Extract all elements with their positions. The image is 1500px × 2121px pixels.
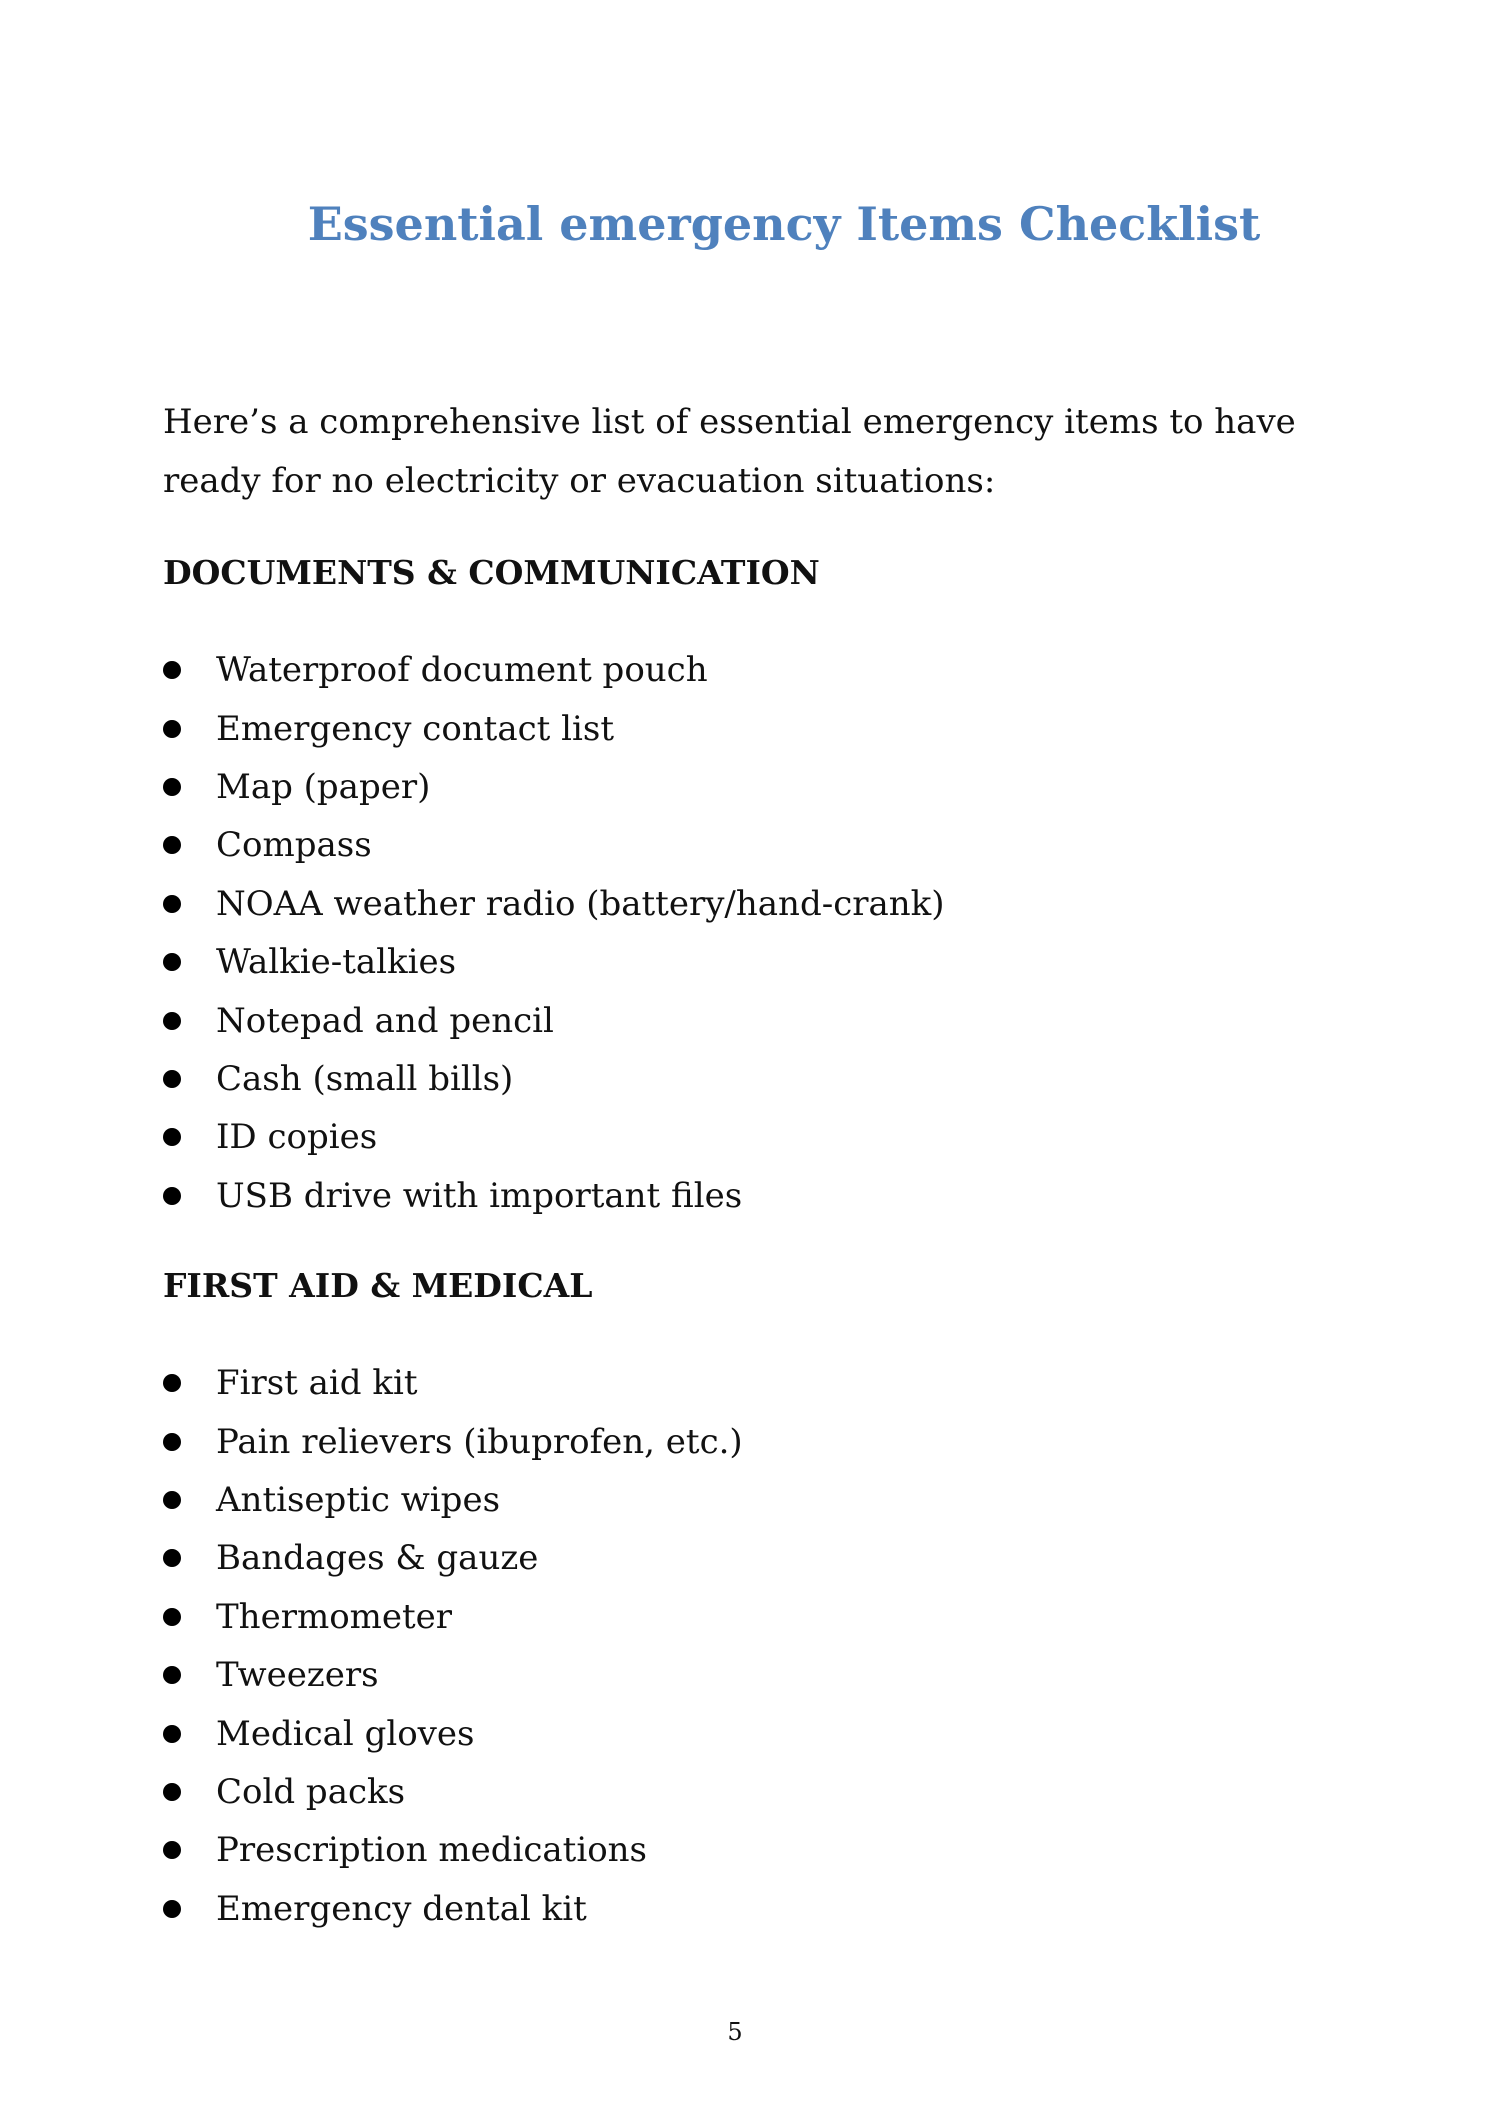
bullet-icon (163, 836, 181, 854)
list-item (163, 1050, 945, 1108)
bullet-icon (163, 661, 181, 679)
page-title: Essential emergency Items Checklist (307, 197, 1261, 251)
list-item (163, 758, 945, 816)
list-item (163, 699, 945, 757)
bullet-icon (163, 1374, 181, 1392)
bullet-icon (163, 1012, 181, 1030)
bullet-icon (163, 1549, 181, 1567)
list-item (163, 1529, 743, 1587)
bullet-icon (163, 778, 181, 796)
bullet-icon (163, 1128, 181, 1146)
list-item (163, 1354, 743, 1412)
documents-list (163, 641, 945, 1225)
list-item (163, 1646, 743, 1704)
list-item (163, 1412, 743, 1470)
list-item (163, 1108, 945, 1166)
bullet-icon (163, 1433, 181, 1451)
intro-paragraph: Here’s a comprehensive list of essential emergency items to have ready for no electricity or evacuation situations: (163, 402, 1296, 501)
bullet-icon (163, 1783, 181, 1801)
first-aid-list (163, 1354, 743, 1938)
list-item-text: First aid kit (216, 1363, 418, 1404)
list-item-text: Prescription medications (216, 1830, 648, 1871)
bullet-icon (163, 1666, 181, 1684)
bullet-icon (163, 1900, 181, 1918)
list-item (163, 991, 945, 1049)
list-item (163, 933, 945, 991)
list-item-text: Cash (small bills) (216, 1058, 514, 1099)
list-item-text: NOAA weather radio (battery/hand-crank) (216, 883, 945, 924)
bullet-icon (163, 1070, 181, 1088)
bullet-icon (163, 720, 181, 738)
section-heading-first-aid: FIRST AID & MEDICAL (163, 1266, 593, 1305)
list-item (163, 1588, 743, 1646)
list-item-text: Cold packs (216, 1771, 406, 1812)
list-item-text: Map (paper) (216, 766, 431, 807)
list-item-text: ID copies (216, 1117, 378, 1158)
list-item (163, 1763, 743, 1821)
list-item-text: Walkie-talkies (216, 942, 457, 983)
list-item-text: Pain relievers (ibuprofen, etc.) (216, 1421, 743, 1462)
list-item (163, 1167, 945, 1225)
list-item-text: Compass (216, 825, 372, 866)
section-heading-documents: DOCUMENTS & COMMUNICATION (163, 553, 820, 592)
list-item-text: Bandages & gauze (216, 1538, 539, 1579)
bullet-icon (163, 895, 181, 913)
list-item-text: USB drive with important files (216, 1175, 743, 1216)
list-item (163, 1471, 743, 1529)
list-item-text: Emergency contact list (216, 708, 614, 749)
bullet-icon (163, 1725, 181, 1743)
bullet-icon (163, 1841, 181, 1859)
list-item-text: Notepad and pencil (216, 1000, 554, 1041)
list-item (163, 1880, 743, 1938)
list-item-text: Tweezers (216, 1655, 379, 1696)
list-item-text: Thermometer (216, 1596, 453, 1637)
list-item-text: Antiseptic wipes (216, 1479, 501, 1520)
list-item (163, 816, 945, 874)
list-item (163, 641, 945, 699)
bullet-icon (163, 1187, 181, 1205)
bullet-icon (163, 1608, 181, 1626)
list-item-text: Emergency dental kit (216, 1888, 587, 1929)
list-item-text: Medical gloves (216, 1713, 475, 1754)
list-item (163, 875, 945, 933)
list-item (163, 1821, 743, 1879)
bullet-icon (163, 1491, 181, 1509)
bullet-icon (163, 953, 181, 971)
page-number: 5 (727, 2018, 743, 2046)
list-item-text: Waterproof document pouch (216, 650, 708, 691)
list-item (163, 1704, 743, 1762)
